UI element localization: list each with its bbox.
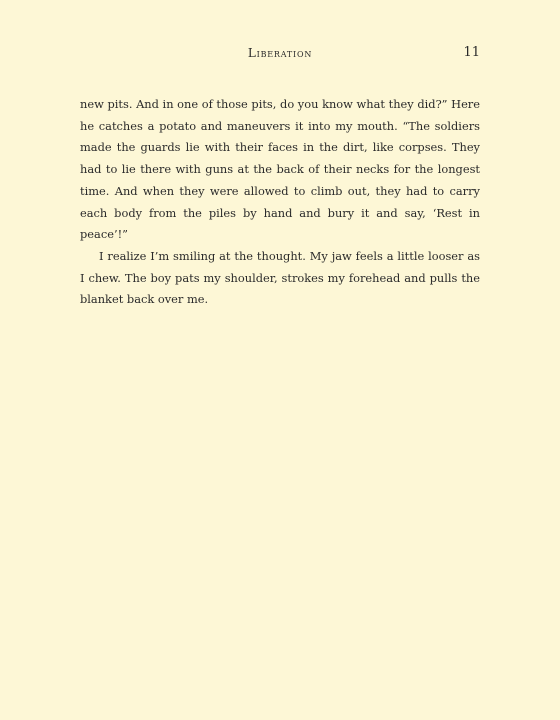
page-number: 11 — [463, 45, 480, 60]
paragraph-continued: new pits. And in one of those pits, do you know what they did?” Here he catches a potato and maneuvers it into my mouth. “The soldiers made the guards lie with their faces in the dirt, like corpses. They had to lie there with guns at the back of their necks for the longest time. And when they were allowed to climb out, they had to carry each body from the piles by hand and bury it and say, ‘Rest in peace’!” — [80, 97, 480, 242]
paragraph: I realize I’m smiling at the thought. My jaw feels a little looser as I chew. The boy pats my shoulder, strokes my forehead and pulls the blanket back over me. — [80, 248, 480, 307]
running-header — [80, 46, 480, 66]
body-text — [80, 94, 480, 311]
running-title: Liberation — [247, 46, 313, 60]
